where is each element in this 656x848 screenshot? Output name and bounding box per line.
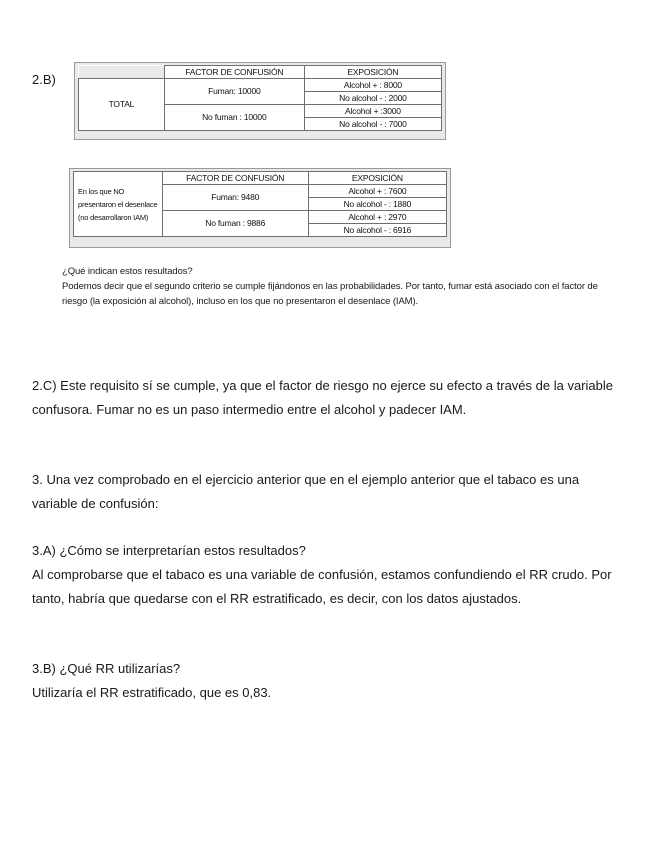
section-2b-label: 2.B) <box>32 72 56 87</box>
table2-exposure-cell: No alcohol - : 1880 <box>308 198 446 211</box>
table1-exposure-cell: No alcohol - : 2000 <box>304 92 441 105</box>
table2-exposure-cell: Alcohol + : 2970 <box>308 211 446 224</box>
table1-factor-smokers: Fuman: 10000 <box>164 79 304 105</box>
table1-exposure-cell: Alcohol + :3000 <box>304 105 441 118</box>
table2-exposure-cell: Alcohol + : 7600 <box>308 185 446 198</box>
section-3b <box>32 657 624 705</box>
table2-header-factor: FACTOR DE CONFUSIÓN <box>162 172 308 185</box>
section-3b-answer: Utilizaría el RR estratificado, que es 0,83. <box>32 685 272 700</box>
table-no-outcome <box>73 171 447 237</box>
results-question: ¿Qué indican estos resultados? <box>62 266 193 277</box>
section-2c-text: 2.C) Este requisito sí se cumple, ya que el factor de riesgo no ejerce su efecto a través de la variable confusora. Fumar no es un paso intermedio entre el alcohol y padecer IAM. <box>32 378 613 417</box>
table1-header-factor: FACTOR DE CONFUSIÓN <box>164 66 304 79</box>
table2-factor-nonsmokers: No fuman : 9886 <box>162 211 308 237</box>
section-3 <box>32 468 624 516</box>
table1-corner <box>79 66 165 79</box>
results-interpretation <box>62 264 622 309</box>
table1-exposure-cell: Alcohol + : 8000 <box>304 79 441 92</box>
results-answer: Podemos decir que el segundo criterio se cumple fijándonos en las probabilidades. Por tanto, fumar está asociado con el factor de riesgo (la exposición al alcohol), incluso en los que no presentaron el desenlace (IAM). <box>62 281 598 307</box>
section-2c <box>32 374 624 422</box>
table2-row-label: En los que NO presentaron el desenlace (no desarrollaron IAM) <box>74 172 163 237</box>
table2-factor-smokers: Fuman: 9480 <box>162 185 308 211</box>
section-3a-question: 3.A) ¿Cómo se interpretarían estos resultados? <box>32 543 306 558</box>
table1-header-exposure: EXPOSICIÓN <box>304 66 441 79</box>
table-total <box>78 65 442 131</box>
table2-exposure-cell: No alcohol - : 6916 <box>308 224 446 237</box>
table1-factor-nonsmokers: No fuman : 10000 <box>164 105 304 131</box>
section-3b-question: 3.B) ¿Qué RR utilizarías? <box>32 661 181 676</box>
table1-row-label: TOTAL <box>79 79 165 131</box>
section-3a <box>32 539 624 611</box>
section-3-intro: 3. Una vez comprobado en el ejercicio anterior que en el ejemplo anterior que el tabaco es una variable de confusión: <box>32 472 580 511</box>
table2-header-exposure: EXPOSICIÓN <box>308 172 446 185</box>
section-3a-answer: Al comprobarse que el tabaco es una variable de confusión, estamos confundiendo el RR crudo. Por tanto, habría que quedarse con el RR estratificado, es decir, con los datos ajustados. <box>32 567 612 606</box>
table1-exposure-cell: No alcohol - : 7000 <box>304 118 441 131</box>
